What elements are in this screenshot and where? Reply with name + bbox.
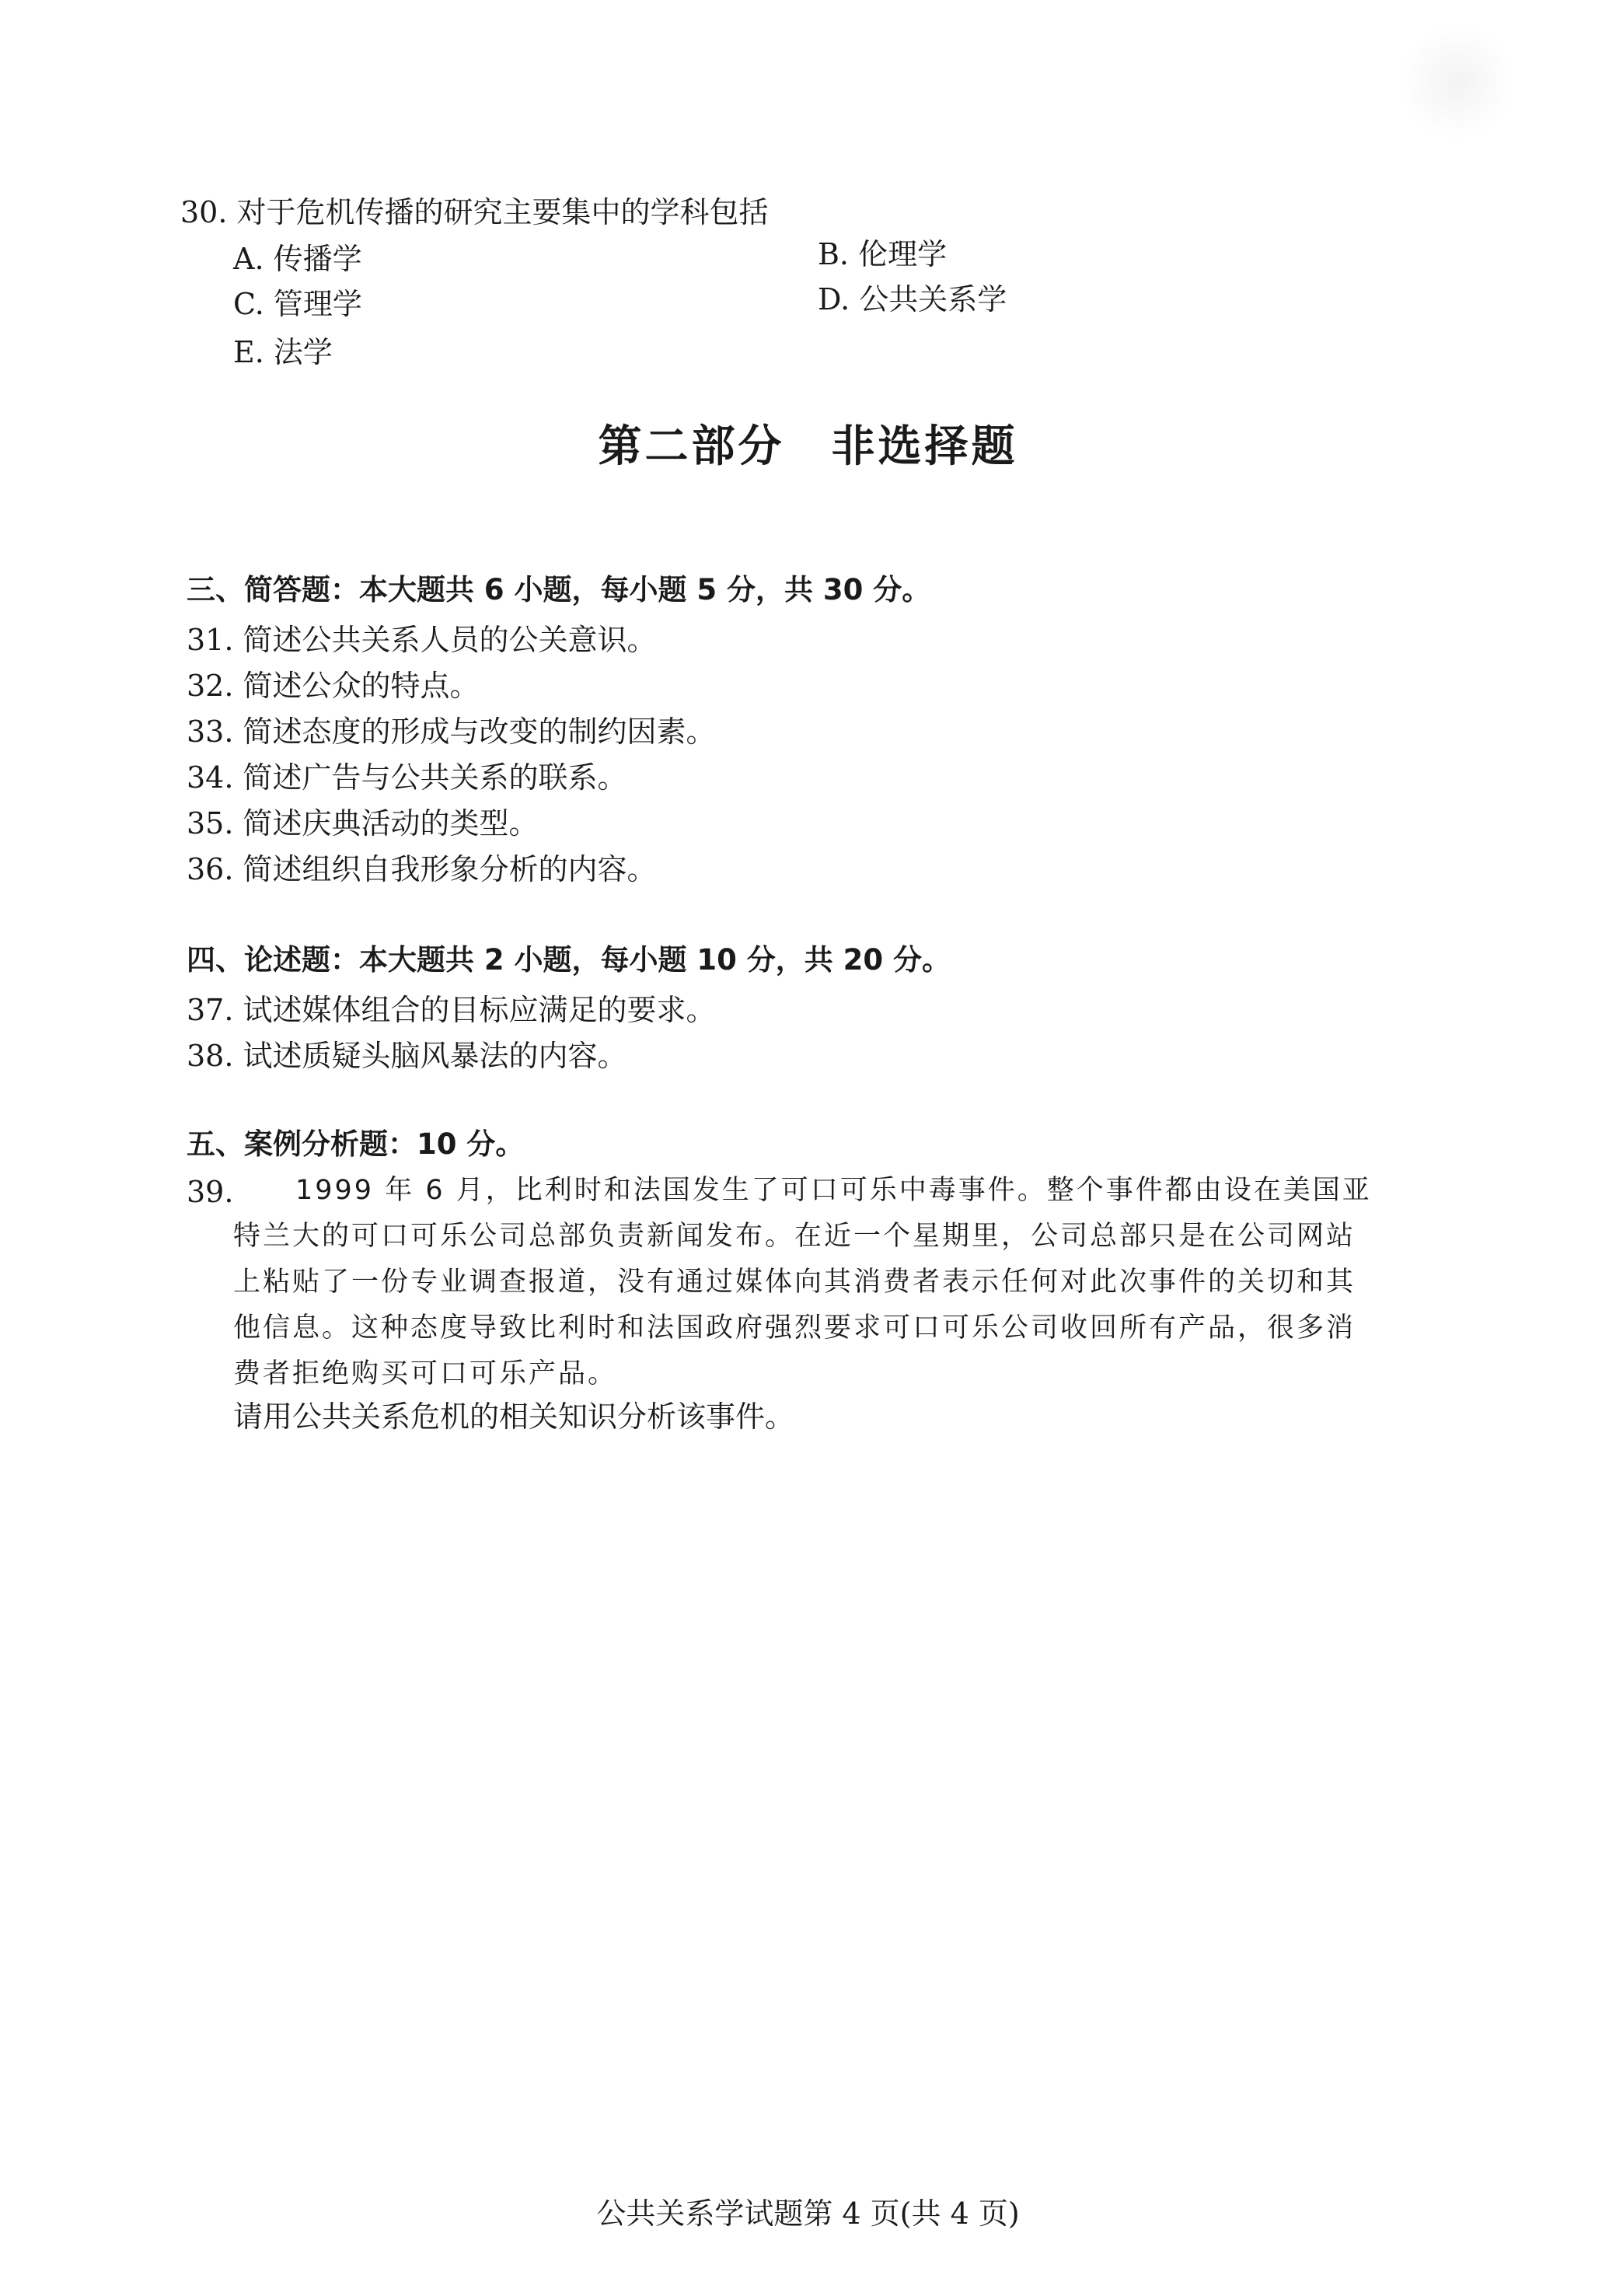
question-35: 35. 简述庆典活动的类型。 [187,806,539,840]
question-31: 31. 简述公共关系人员的公关意识。 [187,623,657,657]
question-37: 37. 试述媒体组合的目标应满足的要求。 [187,993,716,1027]
question-39-case-text: 1999 年 6 月，比利时和法国发生了可口可乐中毒事件。整个事件都由设在美国亚特兰大的可口可乐公司总部负责新闻发布。在近一个星期里，公司总部只是在公司网站上粘贴了一份专业调查报道，没有通过媒体向其消费者表示任何对此次事件的关切和其他信息。这种态度导致比利时和法国政府强烈要求可口可乐公司收回所有产品，很多消费者拒绝购买可口可乐产品。 [233,1175,1372,1389]
section-3-question-list [187,617,716,893]
section-4-question-list [187,987,716,1079]
part-two-title: 第二部分 非选择题 [598,421,1018,472]
question-38: 38. 试述质疑头脑风暴法的内容。 [187,1039,627,1073]
question-32: 32. 简述公众的特点。 [187,669,480,703]
page-footer: 公共关系学试题第 4 页(共 4 页) [596,2196,1020,2231]
question-30-option-b: B. 伦理学 [818,237,948,271]
question-30-option-a: A. 传播学 [233,242,362,276]
question-30-stem: 30. 对于危机传播的研究主要集中的学科包括 [180,195,769,229]
question-39-prompt: 请用公共关系危机的相关知识分析该事件。 [233,1400,795,1434]
question-33: 33. 简述态度的形成与改变的制约因素。 [187,715,716,749]
question-36: 36. 简述组织自我形象分析的内容。 [187,852,657,886]
scan-smudge [1399,23,1516,140]
question-30-option-e: E. 法学 [233,335,333,369]
question-30-option-c: C. 管理学 [233,287,362,321]
question-30-option-d: D. 公共关系学 [818,282,1007,316]
question-39-number: 39. [187,1175,234,1209]
question-34: 34. 简述广告与公共关系的联系。 [187,760,627,795]
section-5-heading: 五、案例分析题：10 分。 [187,1127,525,1161]
section-3-heading: 三、简答题：本大题共 6 小题，每小题 5 分，共 30 分。 [187,573,931,606]
section-4-heading: 四、论述题：本大题共 2 小题，每小题 10 分，共 20 分。 [187,943,951,977]
